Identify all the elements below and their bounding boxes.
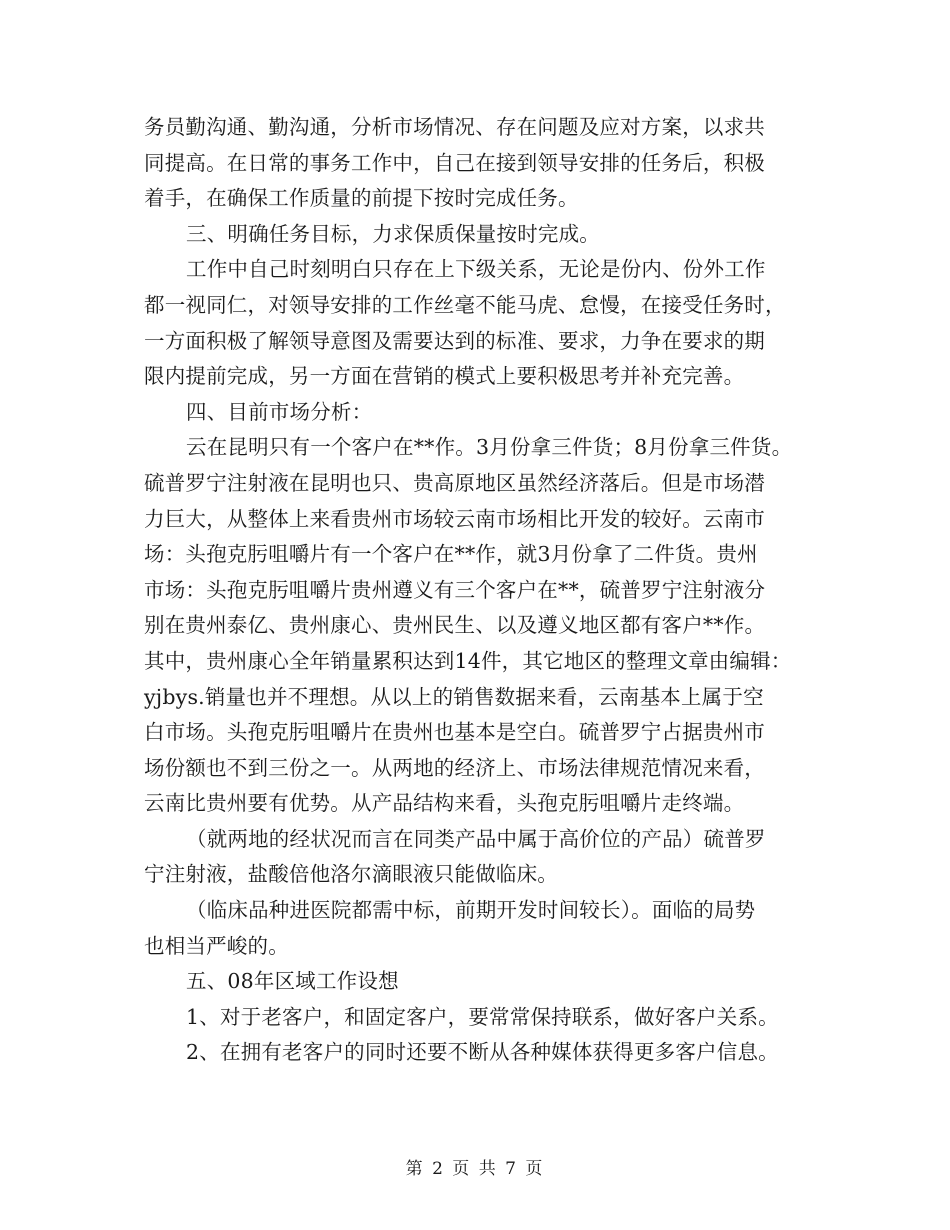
- text-line: 工作中自己时刻明白只存在上下级关系，无论是份内、份外工作: [186, 257, 766, 282]
- text-line: 三、明确任务目标，力求保质保量按时完成。: [186, 221, 600, 246]
- text-line: 场份额也不到三份之一。从两地的经济上、市场法律规范情况来看，: [144, 755, 765, 780]
- text-line: 硫普罗宁注射液在昆明也只、贵高原地区虽然经济落后。但是市场潜: [144, 470, 765, 495]
- text-line: 云在昆明只有一个客户在**作。3月份拿三件货；8月份拿三件货。: [186, 435, 793, 460]
- document-body: [144, 110, 834, 1071]
- page-number-footer: 第 2 页 共 7 页: [405, 1159, 545, 1179]
- text-line: 也相当严峻的。: [144, 933, 289, 958]
- text-line: 四、目前市场分析：: [186, 399, 373, 424]
- text-line: 白市场。头孢克肟咀嚼片在贵州也基本是空白。硫普罗宁占据贵州市: [144, 720, 765, 745]
- text-line: 场：头孢克肟咀嚼片有一个客户在**作，就3月份拿了二件货。贵州: [144, 542, 758, 567]
- text-line: 1、对于老客户，和固定客户，要常常保持联系，做好客户关系。: [186, 1004, 779, 1029]
- text-line: 都一视同仁，对领导安排的工作丝毫不能马虎、怠慢，在接受任务时，: [144, 292, 786, 317]
- text-line: 着手，在确保工作质量的前提下按时完成任务。: [144, 186, 579, 211]
- text-line: yjbys.销量也并不理想。从以上的销售数据来看，云南基本上属于空: [144, 684, 764, 709]
- text-line: 其中，贵州康心全年销量累积达到14件，其它地区的整理文章由编辑：: [144, 648, 792, 673]
- text-line: 云南比贵州要有优势。从产品结构来看，头孢克肟咀嚼片走终端。: [144, 791, 745, 816]
- text-line: 市场：头孢克肟咀嚼片贵州遵义有三个客户在**，硫普罗宁注射液分: [144, 577, 766, 602]
- text-line: 力巨大，从整体上来看贵州市场较云南市场相比开发的较好。云南市: [144, 506, 765, 531]
- text-line: 限内提前完成，另一方面在营销的模式上要积极思考并补充完善。: [144, 364, 745, 389]
- text-line: 五、08年区域工作设想: [186, 969, 399, 994]
- text-line: 2、在拥有老客户的同时还要不断从各种媒体获得更多客户信息。: [186, 1040, 779, 1065]
- text-line: （就两地的经状况而言在同类产品中属于高价位的产品）硫普罗: [186, 826, 766, 851]
- text-line: 一方面积极了解领导意图及需要达到的标准、要求，力争在要求的期: [144, 328, 765, 353]
- text-line: 宁注射液，盐酸倍他洛尔滴眼液只能做临床。: [144, 862, 558, 887]
- text-line: 同提高。在日常的事务工作中，自己在接到领导安排的任务后，积极: [144, 150, 765, 175]
- text-line: （临床品种进医院都需中标，前期开发时间较长）。面临的局势: [186, 898, 756, 923]
- text-line: 务员勤沟通、勤沟通，分析市场情况、存在问题及应对方案，以求共: [144, 115, 765, 139]
- text-line: 别在贵州泰亿、贵州康心、贵州民生、以及遵义地区都有客户**作。: [144, 613, 766, 638]
